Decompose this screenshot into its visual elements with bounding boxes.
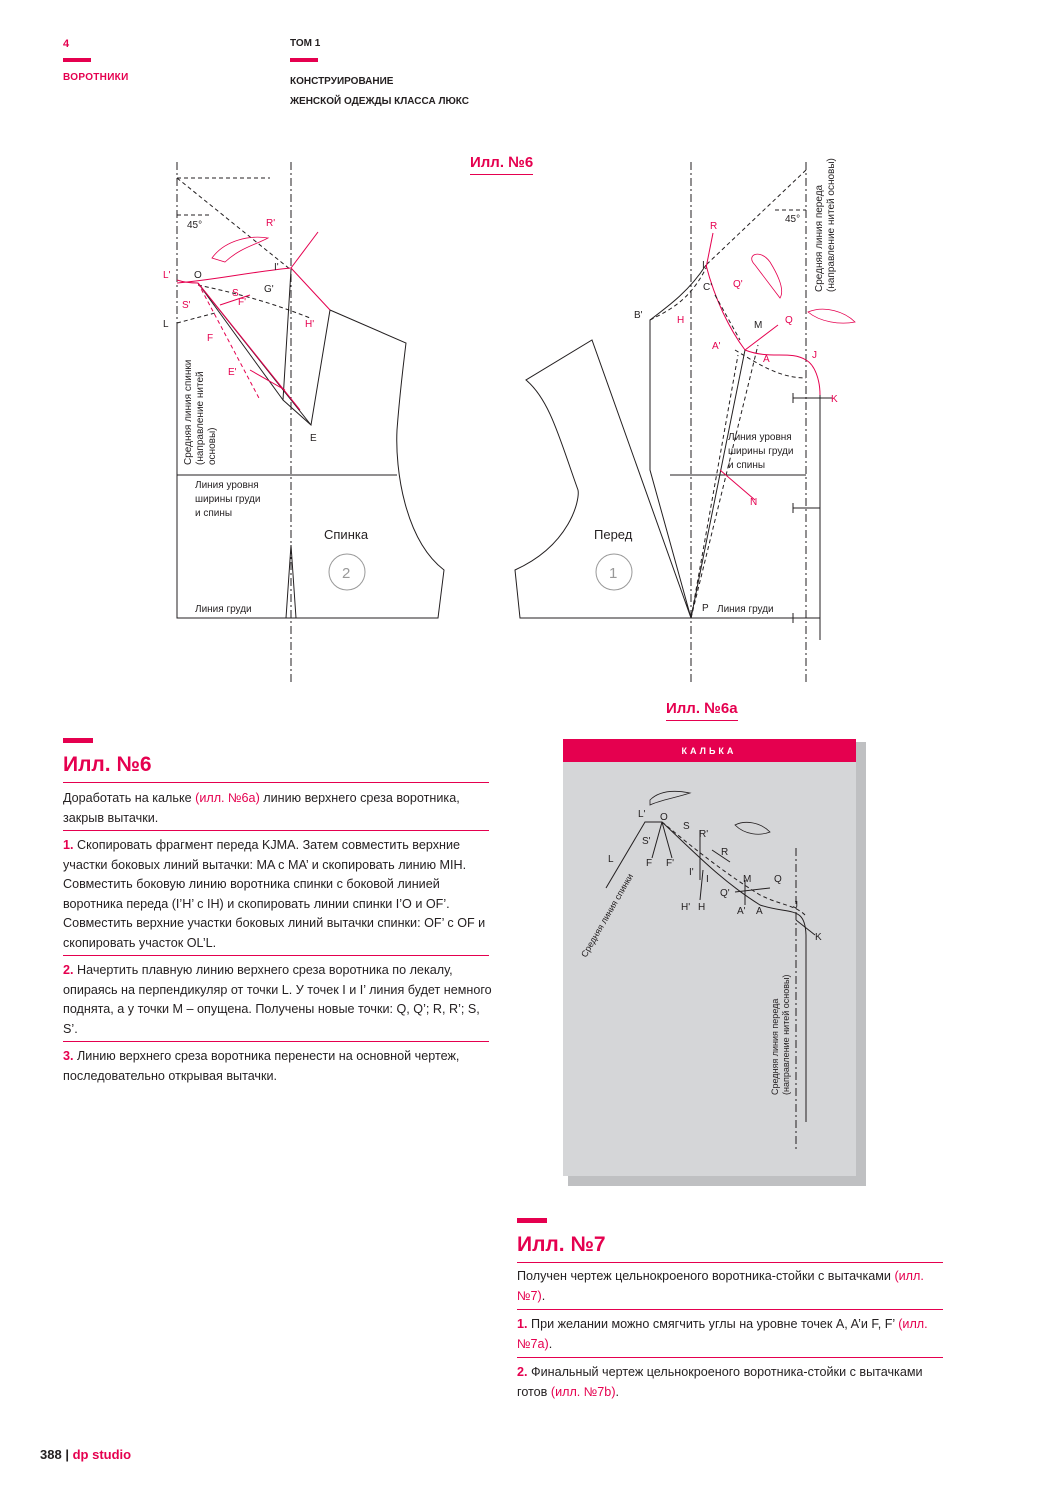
- section-7-intro: [517, 1267, 947, 1306]
- sheet-point-H1: H': [681, 902, 691, 913]
- point-R1-back: R': [266, 218, 276, 229]
- curve-ruler-front-2-icon: [808, 309, 855, 323]
- point-H1-back: H': [305, 319, 315, 330]
- step-ref: (илл. №7b): [550, 1384, 616, 1399]
- point-K-front: K: [831, 394, 838, 405]
- section-6-step-3: [63, 1047, 493, 1086]
- section-7-intro-ref: (илл. №7): [517, 1269, 924, 1303]
- tracing-sheet-background: [563, 739, 856, 1176]
- point-P-front: P: [702, 603, 709, 614]
- point-M-front: M: [754, 320, 763, 331]
- section-7-intro-text: Получен чертеж цельнокроеного воротника-стойки с вытачками: [517, 1269, 895, 1283]
- sheet-point-I: I: [706, 874, 709, 885]
- point-N-front: N: [750, 497, 758, 508]
- point-F1-back: F': [238, 297, 247, 308]
- sheet-point-Q: Q: [774, 874, 782, 885]
- point-S-back: S: [232, 288, 239, 299]
- step-text: Линию верхнего среза воротника перенести на основной чертеж, последовательно открывая вытачки.: [63, 1049, 460, 1083]
- book-title-line-2: ЖЕНСКОЙ ОДЕЖДЫ КЛАССА ЛЮКС: [290, 96, 469, 107]
- sheet-back-center-label: Средняя линия спинки: [579, 871, 636, 959]
- point-E1-back: E': [228, 367, 237, 378]
- point-E-back: E: [310, 433, 317, 444]
- sheet-point-L1: L': [638, 809, 646, 820]
- section-6-step-2: [63, 961, 493, 1039]
- sheet-point-F1: F': [666, 858, 675, 869]
- step-ref: (илл. №7а): [517, 1317, 928, 1351]
- front-center-label-1: Средняя линия переда: [814, 184, 825, 292]
- point-F-back: F: [207, 333, 214, 344]
- back-bust-line-label: Линия груди: [195, 604, 252, 615]
- point-Q1-front: Q': [733, 279, 743, 290]
- point-L-back: L: [163, 319, 169, 330]
- front-center-label-2: (направление нитей основы): [826, 158, 837, 292]
- section-6-intro-ref: (илл. №6а): [195, 791, 260, 805]
- point-I1-back: I': [274, 262, 279, 273]
- section-6-intro: [63, 789, 493, 828]
- section-7-rule: [517, 1262, 943, 1263]
- sheet-point-A1: A': [737, 906, 746, 917]
- footer-separator: |: [65, 1447, 69, 1462]
- curve-ruler-front-icon: [752, 254, 782, 298]
- section-6-accent-bar: [63, 738, 93, 743]
- angle-label-back: 45°: [187, 220, 203, 231]
- section-7-step-1: [517, 1315, 947, 1354]
- point-H-front: H: [677, 315, 685, 326]
- back-panel-number: 2: [342, 565, 351, 582]
- front-bust-level-label-1: Линия уровня: [728, 432, 792, 443]
- section-6-rule-1: [63, 830, 489, 831]
- curve-ruler-back-icon: [212, 237, 268, 262]
- sheet-point-J: J: [793, 900, 798, 911]
- point-A1-front: A': [712, 341, 721, 352]
- step-number: 2.: [517, 1365, 528, 1379]
- step-text: Скопировать фрагмент переда KJMA. Затем совместить верхние участки боковых линий вытачки: MA с MA’ и скопировать линию MIH. Совместить боковую линию воротника спинки с боковой линией воротника переда (I’H’ с IH) и скопировать линии спинки I’O и OF’. Совместить верхние участки боковых линий вытачки спинки: OF’ с OF и скопировать участок OL’L.: [63, 838, 486, 950]
- angle-label-front: 45°: [785, 214, 801, 225]
- sheet-front-center-label-1: Средняя линия переда: [770, 998, 780, 1095]
- section-7-step-2: [517, 1363, 947, 1402]
- sheet-point-A: A: [756, 906, 763, 917]
- sheet-point-I1: I': [689, 867, 694, 878]
- step-number: 1.: [63, 838, 74, 852]
- step-rest: .: [548, 1336, 553, 1351]
- tracing-sheet-title: КАЛЬКА: [681, 746, 737, 756]
- footer: [40, 1447, 131, 1462]
- point-S1-back: S': [182, 300, 191, 311]
- section-6-step-1: [63, 836, 493, 953]
- header-accent-bar-2: [290, 58, 318, 62]
- step-number: 2.: [63, 963, 74, 977]
- back-bust-level-label-1: Линия уровня: [195, 480, 259, 491]
- header-accent-bar: [63, 58, 91, 62]
- step-text: Начертить плавную линию верхнего среза воротника по лекалу, опираясь на перпендикуляр от точки L. У точек I и I’ линия будет немного поднята, а у точки M – опущена. Получены новые точки: Q, Q’; R, R’; S, S’.: [63, 963, 492, 1036]
- step-number: 1.: [517, 1317, 528, 1331]
- section-7-accent-bar: [517, 1218, 547, 1223]
- back-panel-label: Спинка: [324, 527, 369, 542]
- point-B1-front: B': [634, 310, 643, 321]
- section-7-title: Илл. №7: [517, 1233, 606, 1256]
- point-G1-back: G': [264, 284, 274, 295]
- section-7-intro-rest: .: [541, 1288, 546, 1303]
- sheet-point-M: M: [743, 874, 752, 885]
- point-Q-front: Q: [785, 315, 793, 326]
- figure-6a-tracing-sheet: [560, 738, 870, 1190]
- section-6-rule: [63, 782, 489, 783]
- sheet-point-S1: S': [642, 836, 651, 847]
- sheet-point-S: S: [683, 821, 690, 832]
- figure-6-caption: Илл. №6: [470, 154, 533, 175]
- section-7-rule-2: [517, 1357, 943, 1358]
- sheet-front-center-label-2: (направление нитей основы): [781, 974, 791, 1095]
- sheet-point-K: K: [815, 932, 822, 943]
- section-7-rule-1: [517, 1309, 943, 1310]
- step-number: 3.: [63, 1049, 74, 1063]
- section-6-rule-2: [63, 955, 489, 956]
- footer-page-number: 388: [40, 1447, 62, 1462]
- book-title-line-1: КОНСТРУИРОВАНИЕ: [290, 76, 394, 87]
- page-section-number: 4: [63, 38, 70, 50]
- book-title: [290, 72, 469, 112]
- front-bust-line-label: Линия груди: [717, 604, 774, 615]
- section-name: ВОРОТНИКИ: [63, 72, 129, 83]
- point-R-front: R: [710, 221, 718, 232]
- point-L1-back: L': [163, 270, 171, 281]
- back-center-label-2: (направление нитей: [195, 371, 206, 465]
- front-panel-number: 1: [609, 565, 618, 582]
- point-A-front: A: [763, 354, 770, 365]
- sheet-point-R1: R': [699, 829, 709, 840]
- front-panel-label: Перед: [594, 527, 633, 542]
- sheet-point-F: F: [646, 858, 653, 869]
- back-center-label-3: основы): [207, 427, 218, 465]
- section-6-intro-rest: линию верхнего среза воротника, закрыв вытачки.: [63, 791, 460, 825]
- point-C1-front: C': [703, 282, 713, 293]
- section-6-rule-3: [63, 1041, 489, 1042]
- front-bust-level-label-3: и спины: [728, 460, 766, 471]
- section-6-intro-text: Доработать на кальке: [63, 791, 196, 805]
- sheet-point-L: L: [608, 854, 614, 865]
- sheet-point-H: H: [698, 902, 706, 913]
- back-bust-level-label-2: ширины груди: [195, 494, 261, 505]
- back-bust-level-label-3: и спины: [195, 508, 233, 519]
- footer-brand: dp studio: [72, 1447, 132, 1462]
- front-bust-level-label-2: ширины груди: [728, 446, 794, 457]
- sheet-point-R: R: [721, 847, 729, 858]
- volume-label: ТОМ 1: [290, 38, 321, 49]
- point-I-front: I: [702, 260, 705, 271]
- step-rest: .: [615, 1384, 620, 1399]
- point-J-front: J: [812, 350, 817, 361]
- back-center-label-1: Средняя линия спинки: [183, 359, 194, 465]
- section-6-title: Илл. №6: [63, 753, 152, 776]
- step-text: Финальный чертеж цельнокроеного воротника-стойки с вытачками готов: [517, 1365, 923, 1399]
- point-O-back: O: [194, 270, 202, 281]
- step-text: При желании можно смягчить углы на уровне точек A, A’и F, F’: [531, 1317, 899, 1331]
- figure-6a-caption: Илл. №6а: [666, 700, 738, 721]
- sheet-point-O: O: [660, 812, 668, 823]
- sheet-point-Q1: Q': [720, 888, 730, 899]
- figure-6-drawing: [150, 150, 870, 690]
